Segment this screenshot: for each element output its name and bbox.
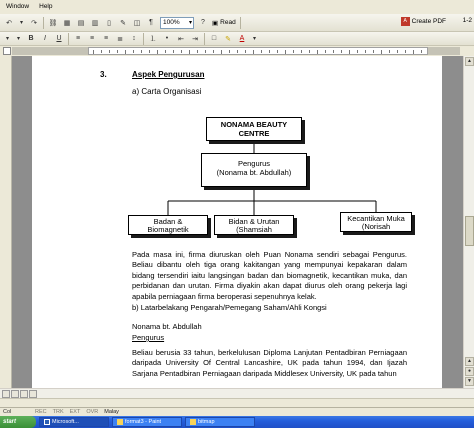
- drawing-icon[interactable]: ✎: [120, 19, 126, 27]
- increase-indent-icon[interactable]: ⇥: [192, 35, 198, 43]
- ruler-tick: [325, 50, 326, 53]
- ruler-tick: [149, 50, 150, 53]
- ruler-tick: [237, 50, 238, 53]
- ruler-tick: [405, 50, 406, 53]
- status-ovr[interactable]: OVR: [86, 409, 99, 415]
- ruler-tick: [309, 50, 310, 53]
- formatting-toolbar: [0, 32, 474, 46]
- ruler-tick: [293, 50, 294, 53]
- tab-selector[interactable]: [3, 47, 11, 55]
- undo-dropdown-icon[interactable]: ▾: [19, 20, 23, 26]
- toolbar-separator: [143, 33, 144, 45]
- status-ext[interactable]: EXT: [69, 409, 81, 415]
- subheading-a: a) Carta Organisasi: [132, 87, 202, 96]
- create-pdf-label: Create PDF: [411, 18, 446, 25]
- org-midwife-line1: Bidan & Urutan: [228, 217, 280, 226]
- outside-border-icon[interactable]: □: [211, 35, 217, 42]
- ruler-tick: [421, 50, 422, 53]
- word-app-icon: [44, 419, 50, 425]
- toolbar-separator: [240, 17, 241, 29]
- ruler-tick: [181, 50, 182, 53]
- ruler-tick: [133, 50, 134, 53]
- status-rec[interactable]: REC: [35, 409, 47, 415]
- read-icon: ▣: [212, 19, 219, 27]
- align-left-icon[interactable]: ≡: [75, 35, 81, 42]
- task-paint[interactable]: [112, 417, 182, 427]
- org-box-body: [128, 215, 208, 235]
- ruler-tick: [245, 50, 246, 53]
- ruler-tick: [381, 50, 382, 54]
- org-company-line1: NONAMA BEAUTY: [220, 120, 288, 129]
- ruler-left-margin: [12, 47, 88, 55]
- ruler-tick: [285, 50, 286, 54]
- status-col: Col: [3, 409, 12, 415]
- folder-icon: [190, 419, 196, 425]
- ruler-tick: [221, 50, 222, 54]
- ruler-tick: [333, 50, 334, 53]
- bold-icon[interactable]: B: [28, 35, 34, 42]
- section-number: 3.: [100, 70, 107, 79]
- ruler-tick: [173, 50, 174, 53]
- highlight-icon[interactable]: ✎: [225, 35, 231, 43]
- scroll-up-icon[interactable]: ▲: [465, 57, 474, 66]
- status-language[interactable]: Malay: [104, 409, 119, 415]
- section-title: Aspek Pengurusan: [132, 70, 205, 79]
- ruler-tick: [117, 50, 118, 53]
- drawing-toolbar: [0, 398, 474, 407]
- line-spacing-icon[interactable]: ↕: [132, 35, 136, 42]
- paint-app-icon: [117, 419, 123, 425]
- ruler-tick: [109, 50, 110, 53]
- paragraph-management: Pada masa ini, firma diuruskan oleh Puan Nonama sendiri sebagai Pengurus. Beliau dibantu oleh tiga orang kakitangan yang mempunyai kepakaran dalam bidang tersendiri iaitu langsingan badan dan biomagnetik, kecantikan muka, dan perbidanan dan urutan. Firma diyakin akan dapat diurus oleh orang pekerja lagi apabila perniagaan firma beroperasi sepenuhnya kelak.: [132, 250, 407, 301]
- font-color-dropdown-icon[interactable]: ▾: [252, 36, 256, 42]
- toolbar-right-button[interactable]: 1-2: [462, 17, 472, 24]
- ruler-tick: [165, 50, 166, 53]
- redo-icon[interactable]: ↷: [31, 19, 37, 27]
- org-box-company: [206, 117, 302, 141]
- ruler-tick: [197, 50, 198, 53]
- toolbar-separator: [43, 17, 44, 29]
- document-page[interactable]: [32, 56, 442, 388]
- org-manager-line2: (Nonama bt. Abdullah): [216, 168, 292, 177]
- org-box-manager: [201, 153, 307, 187]
- ruler-tick: [349, 50, 350, 54]
- ruler-tick: [229, 50, 230, 53]
- org-midwife-line2: (Shamsiah: [236, 225, 272, 234]
- undo-icon[interactable]: ↶: [6, 19, 12, 27]
- org-body-line2: Biomagnetik: [147, 225, 189, 234]
- task-word[interactable]: [39, 417, 109, 427]
- hyperlink-icon[interactable]: ⛓: [48, 19, 58, 27]
- ruler-tick: [253, 50, 254, 54]
- web-layout-view-icon[interactable]: [11, 390, 19, 398]
- ruler-tick: [373, 50, 374, 53]
- style-dropdown-icon[interactable]: ▾: [5, 36, 9, 42]
- next-page-icon[interactable]: ▼: [465, 377, 474, 386]
- show-hide-icon[interactable]: ¶: [149, 19, 153, 26]
- underline-icon[interactable]: U: [56, 35, 62, 42]
- paragraph-background: Beliau berusia 33 tahun, berkelulusan Diploma Lanjutan Pentadbiran Perniagaan daripada University Of Central Lancashire, UK pada tahun 1994, dan Ijazah Sarjana Pentadbiran Perniagaan daripada Middlesex University, UK pada tahun: [132, 348, 407, 378]
- ruler-tick: [213, 50, 214, 53]
- org-facial-line2: (Norisah: [361, 222, 391, 231]
- ruler-tick: [341, 50, 342, 53]
- ruler-tick: [389, 50, 390, 53]
- decrease-indent-icon[interactable]: ⇤: [178, 35, 184, 43]
- ruler-tick: [189, 50, 190, 54]
- ruler-tick: [357, 50, 358, 53]
- ruler-tick: [317, 50, 318, 54]
- prev-page-icon[interactable]: ▲: [465, 357, 474, 366]
- pdf-icon: A: [401, 17, 410, 26]
- horizontal-scrollbar[interactable]: [0, 388, 474, 398]
- taskbar: [0, 416, 474, 428]
- document-map-icon[interactable]: ◫: [133, 19, 141, 27]
- task-bitmap-label: bitmap: [198, 419, 215, 425]
- align-center-icon[interactable]: ≡: [89, 35, 95, 42]
- toolbar-separator: [204, 33, 205, 45]
- start-button[interactable]: start: [0, 416, 36, 428]
- ruler-right-margin: [428, 47, 460, 55]
- ruler-tick: [157, 50, 158, 54]
- insert-table-icon[interactable]: ▤: [77, 19, 85, 27]
- font-color-icon[interactable]: A: [239, 35, 245, 42]
- ruler-tick: [141, 50, 142, 53]
- ruler-tick: [301, 50, 302, 53]
- numbering-icon[interactable]: ⒈: [149, 35, 157, 43]
- justify-icon[interactable]: ≣: [117, 35, 123, 43]
- print-layout-view-icon[interactable]: [20, 390, 28, 398]
- columns-icon[interactable]: ▯: [107, 19, 111, 27]
- create-pdf-button[interactable]: [401, 17, 446, 26]
- ruler-tick: [277, 50, 278, 53]
- org-company-line2: CENTRE: [238, 129, 270, 138]
- ruler-tick: [93, 50, 94, 54]
- ruler-tick: [205, 50, 206, 53]
- select-browse-icon[interactable]: ●: [465, 367, 474, 376]
- task-bitmap[interactable]: [185, 417, 255, 427]
- menu-window[interactable]: Window: [6, 3, 30, 10]
- ruler-tick: [269, 50, 270, 53]
- vertical-scrollbar[interactable]: [463, 56, 474, 388]
- status-trk[interactable]: TRK: [52, 409, 64, 415]
- help-icon[interactable]: ?: [201, 19, 205, 26]
- align-right-icon[interactable]: ≡: [103, 35, 109, 42]
- org-facial-line1: Kecantikan Muka: [347, 214, 405, 223]
- ruler-tick: [261, 50, 262, 53]
- org-box-facial: [340, 212, 412, 232]
- ruler-tick: [413, 50, 414, 54]
- task-paint-label: format3 - Paint: [125, 419, 162, 425]
- manager-name: Nonama bt. Abdullah: [132, 322, 202, 331]
- standard-toolbar: [0, 14, 474, 32]
- font-dropdown-icon[interactable]: ▾: [16, 36, 20, 42]
- zoom-select[interactable]: 100% ▾: [160, 17, 194, 29]
- menu-bar-filler: [434, 1, 474, 13]
- toolbar-separator: [68, 33, 69, 45]
- org-manager-line1: Pengurus: [237, 159, 271, 168]
- status-bar: [0, 407, 474, 416]
- horizontal-ruler-row: [0, 46, 474, 56]
- italic-icon[interactable]: I: [44, 35, 46, 42]
- outline-view-icon[interactable]: [29, 390, 37, 398]
- document-area: [12, 56, 463, 388]
- org-box-midwife: [214, 215, 294, 235]
- ruler-tick: [125, 50, 126, 54]
- menu-help[interactable]: Help: [39, 3, 53, 10]
- ruler-tick: [101, 50, 102, 53]
- ruler-tick: [365, 50, 366, 53]
- tables-borders-icon[interactable]: ▦: [63, 19, 71, 27]
- read-button[interactable]: [210, 19, 238, 27]
- subheading-b: b) Latarbelakang Pengarah/Pemegang Saham/Ahli Kongsi: [132, 303, 327, 312]
- bullets-icon[interactable]: •: [165, 35, 169, 42]
- vertical-ruler[interactable]: [0, 56, 12, 388]
- scroll-thumb[interactable]: [465, 216, 474, 246]
- manager-role: Pengurus: [132, 333, 165, 342]
- ruler-tick: [397, 50, 398, 53]
- normal-view-icon[interactable]: [2, 390, 10, 398]
- task-word-label: Microsoft...: [52, 419, 79, 425]
- insert-excel-icon[interactable]: ▥: [91, 19, 99, 27]
- read-label: Read: [220, 19, 236, 26]
- org-body-line1: Badan &: [153, 217, 183, 226]
- menu-bar: [0, 0, 474, 14]
- horizontal-ruler[interactable]: [88, 47, 428, 55]
